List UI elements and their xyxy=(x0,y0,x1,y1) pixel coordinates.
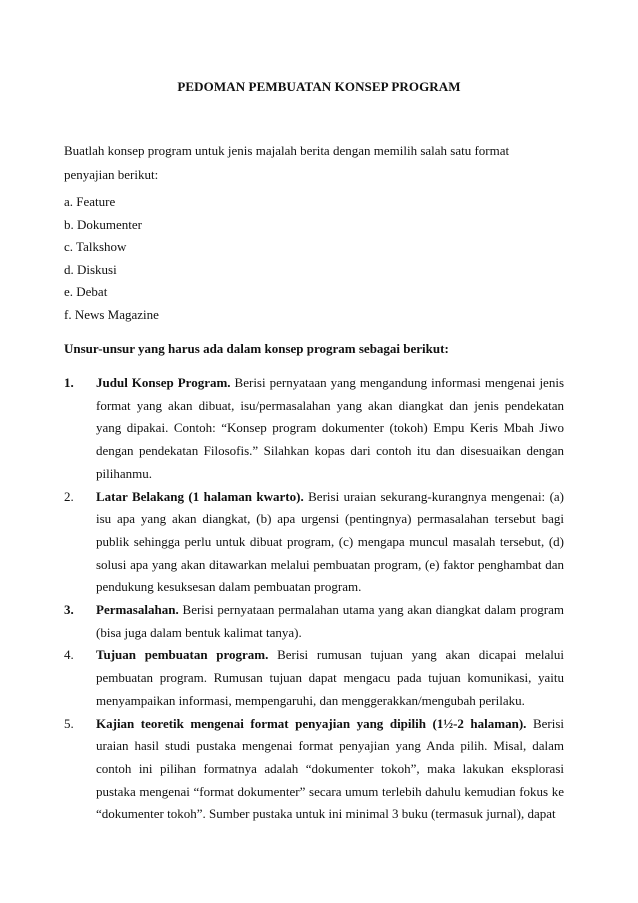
option-feature: a. Feature xyxy=(64,194,116,209)
item-number: 3. xyxy=(64,602,74,618)
list-item xyxy=(64,372,564,486)
item-number: 1. xyxy=(64,375,74,390)
list-item xyxy=(64,644,564,712)
option-diskusi: d. Diskusi xyxy=(64,261,117,277)
format-options-list xyxy=(64,191,159,326)
intro-paragraph: Buatlah konsep program untuk jenis majalah berita dengan memilih salah satu format penyajian berikut: xyxy=(64,143,510,182)
option-debat: e. Debat xyxy=(64,284,108,299)
option-dokumenter: b. Dokumenter xyxy=(64,216,142,232)
item-heading: Tujuan pembuatan program. xyxy=(96,647,269,663)
item-text: Berisi pernyataan yang mengandung informasi mengenai jenis format yang akan dibuat, isu/permasalahan yang akan diangkat dan jenis pendekatan yang dipakai. Contoh: “Konsep program dokumenter (tokoh) Empu Keris Mbah Jiwo dengan pendekatan Filosofis.” Silahkan kopas dari contoh itu dan disesuaikan dengan pilihanmu. xyxy=(96,375,565,481)
item-text: Berisi uraian hasil studi pustaka mengenai format penyajian yang Anda pilih. Misal, dalam contoh ini pilihan formatnya adalah “dokumenter tokoh”, maka lakukan eksplorasi pustaka mengenai “format dokumenter” secara umum terlebih dahulu kemudian fokus ke “dokumenter tokoh”. Sumber pustaka untuk ini minimal 3 buku (termasuk jurnal), dapat xyxy=(96,715,564,822)
item-text: Berisi rumusan tujuan yang akan dicapai melalui pembuatan program. Rumusan tujuan dapat mengacu pada tujuan komunikasi, yaitu menyampaikan informasi, mempengaruhi, dan menggerakkan/mengubah perilaku. xyxy=(96,647,564,708)
item-number: 5. xyxy=(64,715,74,731)
option-news-magazine: f. News Magazine xyxy=(64,306,159,322)
list-item xyxy=(64,599,564,644)
list-item xyxy=(64,486,564,600)
item-number: 2. xyxy=(64,488,74,504)
item-text: Berisi pernyataan permalahan utama yang akan diangkat dalam program (bisa juga dalam bentuk kalimat tanya). xyxy=(96,602,564,640)
item-number: 4. xyxy=(64,647,74,663)
elements-list xyxy=(64,372,564,826)
option-talkshow: c. Talkshow xyxy=(64,239,127,254)
page-title: PEDOMAN PEMBUATAN KONSEP PROGRAM xyxy=(177,79,461,94)
item-heading: Kajian teoretik mengenai format penyajian yang dipilih (1½-2 halaman). xyxy=(96,715,527,731)
section-subheading: Unsur-unsur yang harus ada dalam konsep program sebagai berikut: xyxy=(64,341,449,356)
list-item xyxy=(64,713,564,827)
item-heading: Permasalahan. xyxy=(96,602,179,618)
item-heading: Judul Konsep Program. xyxy=(96,375,231,390)
item-heading: Latar Belakang (1 halaman kwarto). xyxy=(96,488,304,504)
item-text: Berisi uraian sekurang-kurangnya mengenai: (a) isu apa yang akan diangkat, (b) apa urgensi (pentingnya) permasalahan tersebut bagi publik sehingga perlu untuk dibuat program, (c) mengapa muncul masalah tersebut, (d) solusi apa yang akan ditawarkan melalui pembuatan program, (e) faktor penghambat dan pendukung kesuksesan dalam pembuatan program. xyxy=(96,488,565,595)
